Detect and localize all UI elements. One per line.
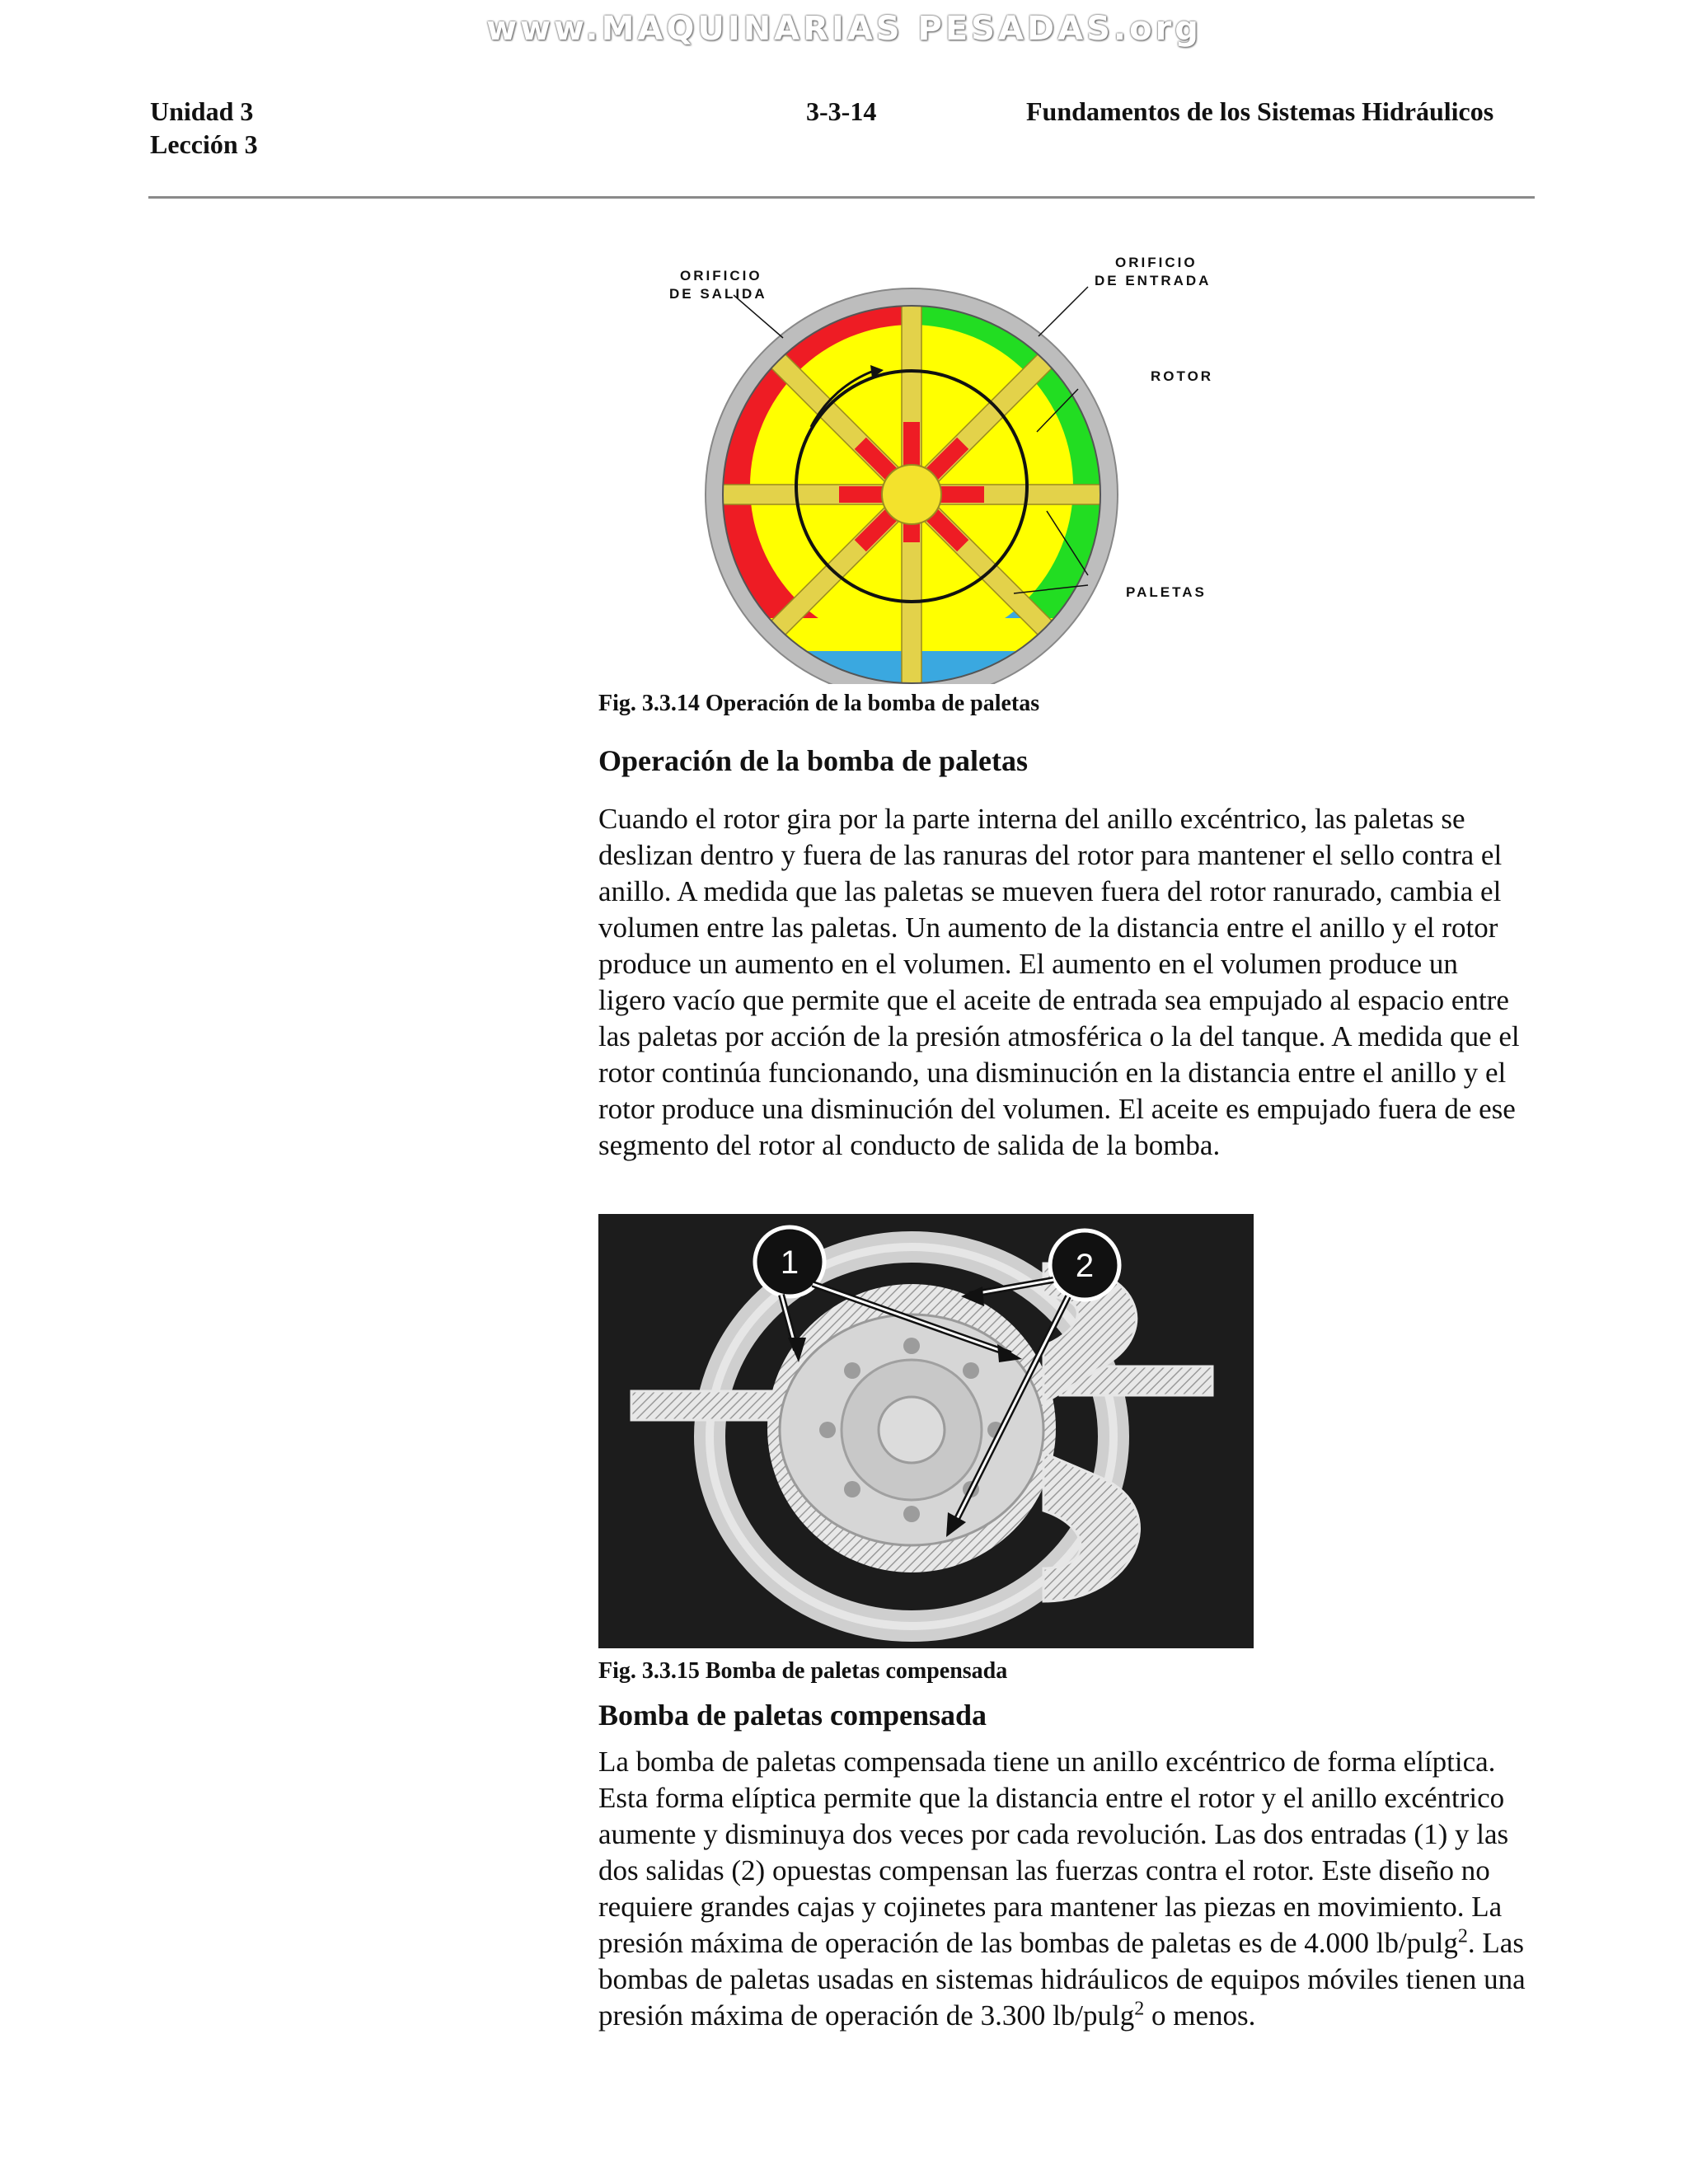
superscript-2b: 2: [1134, 1998, 1145, 2020]
vane-pump-diagram: [626, 247, 1220, 684]
section2-text-part1: La bomba de paletas compensada tiene un anillo excéntrico de forma elíptica. Esta forma elíptica permite que la distancia entre el rotor y el anillo excéntrico aumente y disminuya dos veces por cada revolución. Las dos entradas (1) y las dos salidas (2) opuestas compensan las fuerzas contra el rotor. Este diseño no requiere grandes cajas y cojinetes para mantener las piezas en movimiento. La presión máxima de operación de las bombas de paletas es de 4.000 lb/pulg: [598, 1746, 1509, 1959]
superscript-2a: 2: [1457, 1925, 1468, 1947]
section2-text-part3: o menos.: [1144, 1999, 1256, 2032]
figure1-caption: Fig. 3.3.14 Operación de la bomba de paletas: [598, 691, 1040, 716]
outlet-port-label-1: ORIFICIO: [680, 268, 762, 284]
callout-1-number: 1: [780, 1244, 799, 1281]
compensated-vane-pump-image: [598, 1214, 1254, 1648]
figure2-caption: Fig. 3.3.15 Bomba de paletas compensada: [598, 1658, 1008, 1684]
header-lesson: Lección 3: [150, 129, 258, 159]
header-unit-lesson: [150, 95, 258, 161]
vanes-label: PALETAS: [1126, 584, 1207, 600]
inlet-port-label-1: ORIFICIO: [1115, 255, 1198, 270]
rotor-label: ROTOR: [1151, 368, 1214, 384]
watermark: www.MAQUINARIAS PESADAS.org: [486, 10, 1202, 48]
inlet-port-label-2: DE ENTRADA: [1095, 273, 1212, 288]
section2-text-part2: . Las bombas de paletas usadas en sistemas hidráulicos de equipos móviles tienen una presión máxima de operación de 3.300 lb/pulg: [598, 1927, 1526, 2032]
callout-2-number: 2: [1075, 1248, 1095, 1284]
shaft: [882, 465, 941, 524]
header-divider: [148, 196, 1535, 199]
outlet-port-label-2: DE SALIDA: [669, 286, 767, 302]
page-number: 3-3-14: [806, 96, 877, 126]
book-title: Fundamentos de los Sistemas Hidráulicos: [1026, 96, 1494, 126]
section1-heading: Operación de la bomba de paletas: [598, 744, 1029, 777]
section2-paragraph: [598, 1744, 1530, 2034]
header-unit: Unidad 3: [150, 96, 254, 126]
section2-heading: Bomba de paletas compensada: [598, 1699, 987, 1732]
section1-paragraph: Cuando el rotor gira por la parte interna del anillo excéntrico, las paletas se deslizan dentro y fuera de las ranuras del rotor para mantener el sello contra el anillo. A medida que las paletas se mueven fuera del rotor ranurado, cambia el volumen entre las paletas. Un aumento de la distancia entre el anillo y el rotor produce un aumento en el volumen. El aumento en el volumen produce un ligero vacío que permite que el aceite de entrada sea empujado al espacio entre las paletas por acción de la presión atmosférica o la del tanque. A medida que el rotor continúa funcionando, una disminución en la distancia entre el anillo y el rotor produce una disminución del volumen. El aceite es empujado fuera de ese segmento del rotor al conducto de salida de la bomba.: [598, 803, 1520, 1161]
